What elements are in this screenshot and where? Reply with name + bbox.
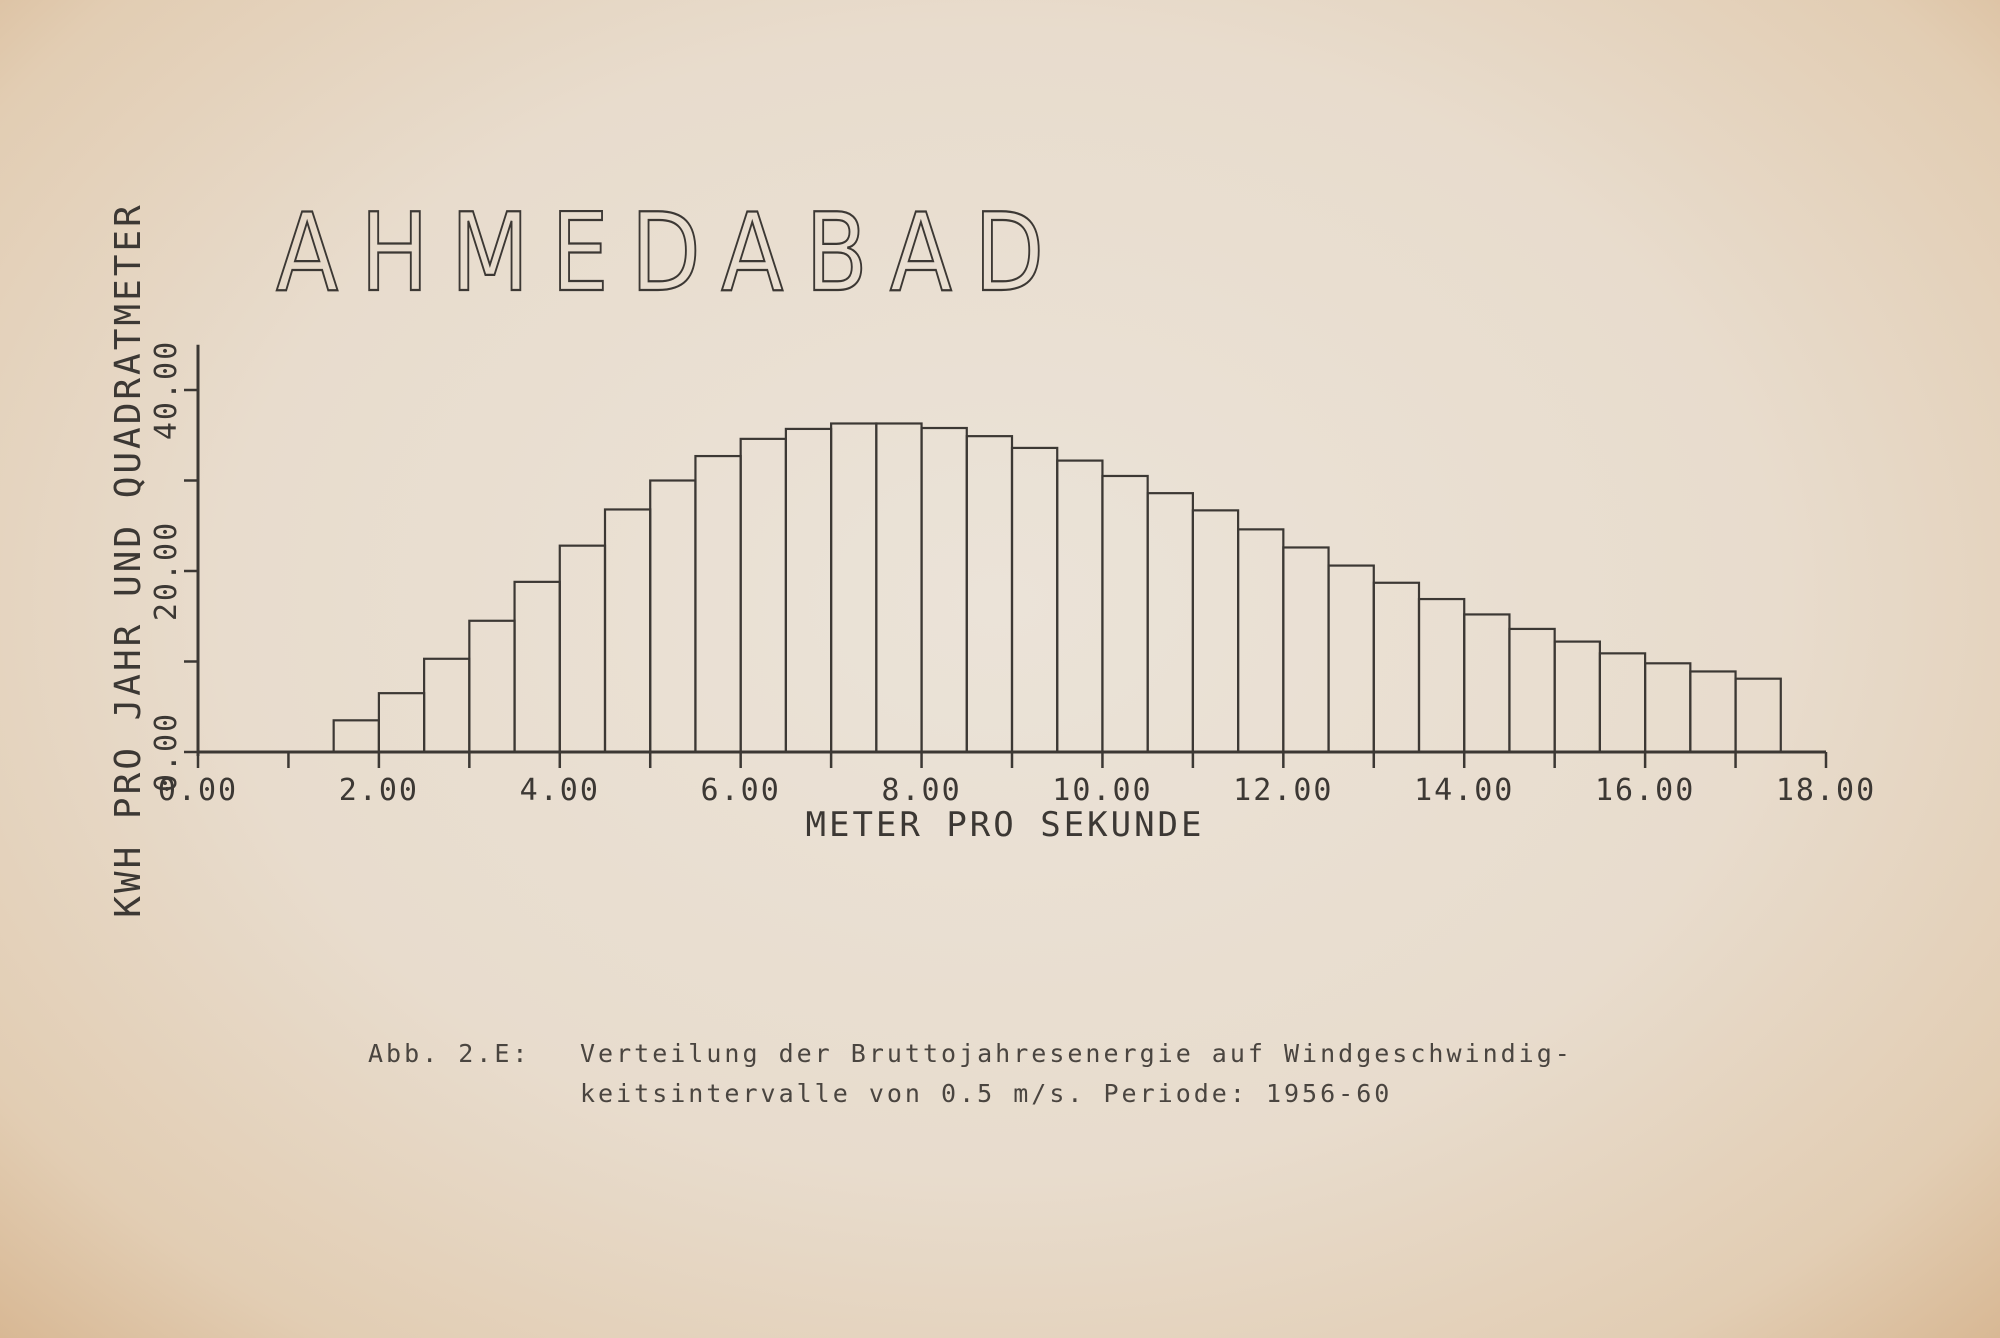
y-axis-label: KWH PRO JAHR UND QUADRATMETER: [108, 202, 149, 918]
bar-9.5: [1057, 461, 1102, 752]
bar-4.5: [605, 509, 650, 752]
bar-8.5: [967, 436, 1012, 752]
bar-1.5: [334, 720, 379, 752]
bar-12.5: [1329, 566, 1374, 752]
bar-14.0: [1464, 614, 1509, 752]
bar-7.0: [831, 423, 876, 752]
x-tick-label: 0.00: [157, 773, 239, 808]
caption-line-1: Verteilung der Bruttojahresenergie auf Windgeschwindig-: [580, 1039, 1573, 1068]
bar-14.5: [1509, 629, 1554, 752]
bar-17.0: [1736, 679, 1781, 752]
caption-label: Abb. 2.E:: [368, 1039, 531, 1068]
x-tick-label: 2.00: [338, 773, 420, 808]
bar-12.0: [1283, 547, 1328, 752]
bar-2.0: [379, 693, 424, 752]
bar-7.5: [876, 423, 921, 752]
bar-4.0: [560, 546, 605, 752]
y-ticks-group: [149, 340, 198, 792]
bar-16.0: [1645, 663, 1690, 752]
bar-15.0: [1555, 642, 1600, 752]
bar-6.5: [786, 429, 831, 752]
bar-10.5: [1148, 493, 1193, 752]
bar-9.0: [1012, 448, 1057, 752]
x-tick-label: 18.00: [1775, 773, 1877, 808]
bar-15.5: [1600, 653, 1645, 752]
bar-16.5: [1690, 671, 1735, 752]
bar-13.5: [1419, 599, 1464, 752]
bar-13.0: [1374, 583, 1419, 752]
bar-5.0: [650, 481, 695, 753]
x-tick-label: 16.00: [1594, 773, 1696, 808]
bar-5.5: [695, 456, 740, 752]
bars-group: [334, 423, 1781, 752]
chart-title: AHMEDABAD: [276, 191, 1066, 316]
y-tick-label: 0.00: [149, 711, 184, 793]
bar-6.0: [741, 439, 786, 752]
x-tick-label: 12.00: [1233, 773, 1334, 808]
caption-line-2: keitsintervalle von 0.5 m/s. Periode: 1956-60: [580, 1079, 1393, 1108]
x-tick-label: 6.00: [700, 773, 781, 808]
bar-3.5: [515, 582, 560, 752]
bar-2.5: [424, 659, 469, 752]
bar-11.5: [1238, 529, 1283, 752]
x-tick-label: 8.00: [881, 773, 962, 808]
x-tick-label: 4.00: [519, 773, 600, 808]
x-ticks-group: [158, 752, 1876, 808]
bar-11.0: [1193, 510, 1238, 752]
x-tick-label: 14.00: [1414, 773, 1515, 808]
y-tick-label: 40.00: [149, 339, 184, 441]
bar-8.0: [922, 428, 967, 752]
y-tick-label: 20.00: [149, 520, 184, 622]
bar-3.0: [469, 621, 514, 752]
bar-10.0: [1102, 476, 1147, 752]
x-tick-label: 10.00: [1052, 773, 1153, 808]
x-axis-label: METER PRO SEKUNDE: [805, 805, 1205, 845]
